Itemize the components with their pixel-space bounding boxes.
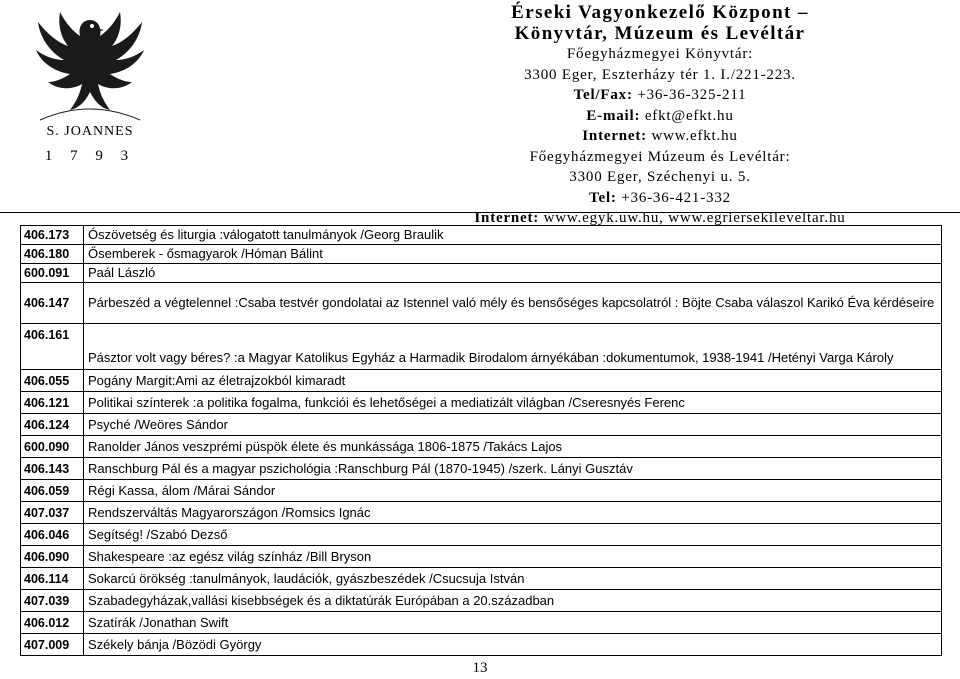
item-code: 407.039 [21,590,84,612]
item-code: 406.124 [21,414,84,436]
item-code: 406.121 [21,392,84,414]
table-row [21,392,942,414]
email-label: E-mail: [586,107,641,124]
internet2-value: www.egyk.uw.hu, www.egriersekileveltar.hu [539,210,846,226]
item-title: Politikai színterek :a politika fogalma, funkciói és lehetőségei a mediatizált világban /Cseresnyés Ferenc [84,392,942,414]
table-row [21,568,942,590]
item-code: 406.012 [21,612,84,634]
item-code: 600.091 [21,264,84,283]
table-row [21,226,942,245]
table-row [21,458,942,480]
table-row [21,524,942,546]
item-code: 407.037 [21,502,84,524]
item-code: 406.114 [21,568,84,590]
table-row [21,546,942,568]
table-row [21,264,942,283]
table-row [21,590,942,612]
item-title: Régi Kassa, álom /Márai Sándor [84,480,942,502]
library-telfax [360,85,960,106]
logo-caption: S. JOANNES [46,124,134,139]
item-code: 406.161 [21,324,84,370]
museum-tel [360,188,960,209]
header-title: Érseki Vagyonkezelő Központ – [511,2,809,23]
item-title: Ősemberek - ősmagyarok /Hóman Bálint [84,245,942,264]
item-code: 406.180 [21,245,84,264]
item-title: Pogány Margit:Ami az életrajzokból kimaradt [84,370,942,392]
item-title: Székely bánja /Bözödi György [84,634,942,656]
item-title: Párbeszéd a végtelennel :Csaba testvér gondolatai az Istennel való mély és bensőséges kapcsolatról : Böjte Csaba válaszol Karikó Éva kérdéseire [84,283,942,324]
page-number: 13 [472,660,488,676]
tel-label: Tel: [589,189,617,206]
table-row [21,414,942,436]
item-title: Ranolder János veszprémi püspök élete és munkássága 1806-1875 /Takács Lajos [84,436,942,458]
item-code: 406.173 [21,226,84,245]
library-address: 3300 Eger, Eszterházy tér 1. I./221-223. [524,66,796,83]
item-title: Psyché /Weöres Sándor [84,414,942,436]
item-title: Sokarcú örökség :tanulmányok, laudációk, gyászbeszédek /Csucsuja István [84,568,942,590]
item-title: Szabadegyházak,vallási kisebbségek és a diktatúrák Európában a 20.században [84,590,942,612]
table-row [21,370,942,392]
library-name: Főegyházmegyei Könyvtár: [566,46,754,62]
table-row [21,502,942,524]
museum-address: 3300 Eger, Széchenyi u. 5. [569,169,751,185]
table-row [21,612,942,634]
item-title: Segítség! /Szabó Dezső [84,524,942,546]
item-code: 406.090 [21,546,84,568]
header-divider [0,212,960,213]
header-subtitle: Könyvtár, Múzeum és Levéltár [514,23,806,44]
table-row [21,634,942,656]
tel-value: +36-36-421-332 [616,189,731,206]
item-title: Szatírák /Jonathan Swift [84,612,942,634]
item-code: 406.055 [21,370,84,392]
item-title: Rendszerváltás Magyarországon /Romsics Ignác [84,502,942,524]
item-code: 406.046 [21,524,84,546]
eagle-icon [30,2,150,127]
museum-name: Főegyházmegyei Múzeum és Levéltár: [529,148,791,165]
catalog-table [20,225,942,656]
institution-header [360,2,960,229]
eagle-logo [30,2,150,167]
item-code: 406.059 [21,480,84,502]
table-row [21,480,942,502]
email-value: efkt@efkt.hu [640,107,734,124]
table-row [21,245,942,264]
library-internet [360,126,960,147]
internet-label: Internet: [582,128,647,144]
item-code: 600.090 [21,436,84,458]
item-title: Pásztor volt vagy béres? :a Magyar Katolikus Egyház a Harmadik Birodalom árnyékában :dokumentumok, 1938-1941 /Hetényi Varga Károly [84,324,942,370]
telfax-value: +36-36-325-211 [632,87,747,103]
telfax-label: Tel/Fax: [573,87,633,103]
table-row [21,324,942,370]
library-email [360,106,960,127]
item-code: 407.009 [21,634,84,656]
item-title: Shakespeare :az egész világ színház /Bill Bryson [84,546,942,568]
item-title: Ószövetség és liturgia :válogatott tanulmányok /Georg Braulik [84,226,942,245]
item-code: 406.143 [21,458,84,480]
table-row [21,436,942,458]
item-code: 406.147 [21,283,84,324]
internet-value: www.efkt.hu [646,128,738,144]
item-title: Paál László [84,264,942,283]
logo-year: 1 7 9 3 [44,148,136,164]
internet2-label: Internet: [474,210,540,226]
table-row [21,283,942,324]
item-title: Ranschburg Pál és a magyar pszichológia :Ranschburg Pál (1870-1945) /szerk. Lányi Gusztáv [84,458,942,480]
